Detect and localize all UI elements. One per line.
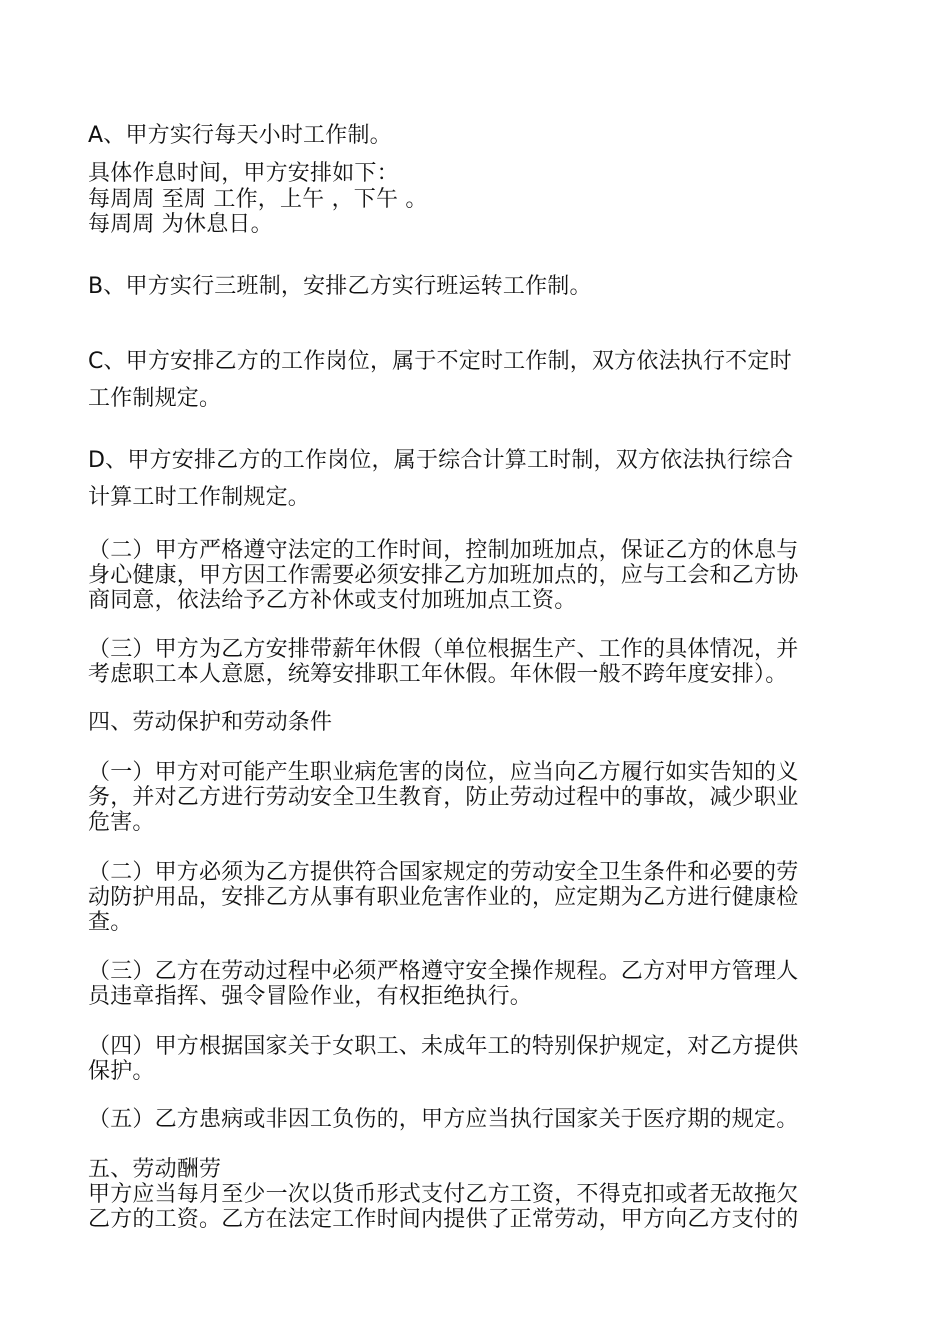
paragraph-line: 查。 xyxy=(88,910,133,935)
paragraph-line: 商同意，依法给予乙方补休或支付加班加点工资。 xyxy=(88,588,577,613)
paragraph-line: （四）甲方根据国家关于女职工、未成年工的特别保护规定，对乙方提供 xyxy=(88,1034,799,1059)
clause-b-line: B、甲方实行三班制，安排乙方实行班运转工作制。 xyxy=(88,274,592,299)
clause-c-line: C、甲方安排乙方的工作岗位，属于不定时工作制，双方依法执行不定时 xyxy=(88,349,792,374)
paragraph-line: 务，并对乙方进行劳动安全卫生教育，防止劳动过程中的事故，减少职业 xyxy=(88,785,799,810)
clause-d-line: D、甲方安排乙方的工作岗位，属于综合计算工时制，双方依法执行综合 xyxy=(88,448,794,473)
paragraph-line: 保护。 xyxy=(88,1059,155,1084)
paragraph-line: （二）甲方必须为乙方提供符合国家规定的劳动安全卫生条件和必要的劳 xyxy=(88,860,799,885)
paragraph-line: （五）乙方患病或非因工负伤的，甲方应当执行国家关于医疗期的规定。 xyxy=(88,1107,799,1132)
clause-c-line: 工作制规定。 xyxy=(88,386,222,411)
paragraph-line: （二）甲方严格遵守法定的工作时间，控制加班加点，保证乙方的休息与 xyxy=(88,538,799,563)
schedule-line: 具体作息时间，甲方安排如下： xyxy=(88,161,399,186)
clause-d-line: 计算工时工作制规定。 xyxy=(88,485,311,510)
paragraph-line: 身心健康，甲方因工作需要必须安排乙方加班加点的，应与工会和乙方协 xyxy=(88,563,799,588)
paragraph-line: 动防护用品，安排乙方从事有职业危害作业的，应定期为乙方进行健康检 xyxy=(88,885,799,910)
paragraph-line: 危害。 xyxy=(88,810,155,835)
paragraph-line: （一）甲方对可能产生职业病危害的岗位，应当向乙方履行如实告知的义 xyxy=(88,760,799,785)
paragraph-line: 乙方的工资。乙方在法定工作时间内提供了正常劳动，甲方向乙方支付的 xyxy=(88,1207,799,1232)
paragraph-line: 考虑职工本人意愿，统筹安排职工年休假。年休假一般不跨年度安排）。 xyxy=(88,662,788,687)
paragraph-line: 甲方应当每月至少一次以货币形式支付乙方工资，不得克扣或者无故拖欠 xyxy=(88,1182,799,1207)
paragraph-line: （三）甲方为乙方安排带薪年休假（单位根据生产、工作的具体情况，并 xyxy=(88,637,799,662)
section-heading: 五、劳动酬劳 xyxy=(88,1157,222,1182)
schedule-line: 每周周 为休息日。 xyxy=(88,212,273,237)
section-heading: 四、劳动保护和劳动条件 xyxy=(88,710,333,735)
schedule-line: 每周周 至周 工作，上午 ，下午 。 xyxy=(88,187,428,212)
clause-a-line: A、甲方实行每天小时工作制。 xyxy=(88,123,392,148)
paragraph-line: 员违章指挥、强令冒险作业，有权拒绝执行。 xyxy=(88,984,533,1009)
paragraph-line: （三）乙方在劳动过程中必须严格遵守安全操作规程。乙方对甲方管理人 xyxy=(88,959,799,984)
